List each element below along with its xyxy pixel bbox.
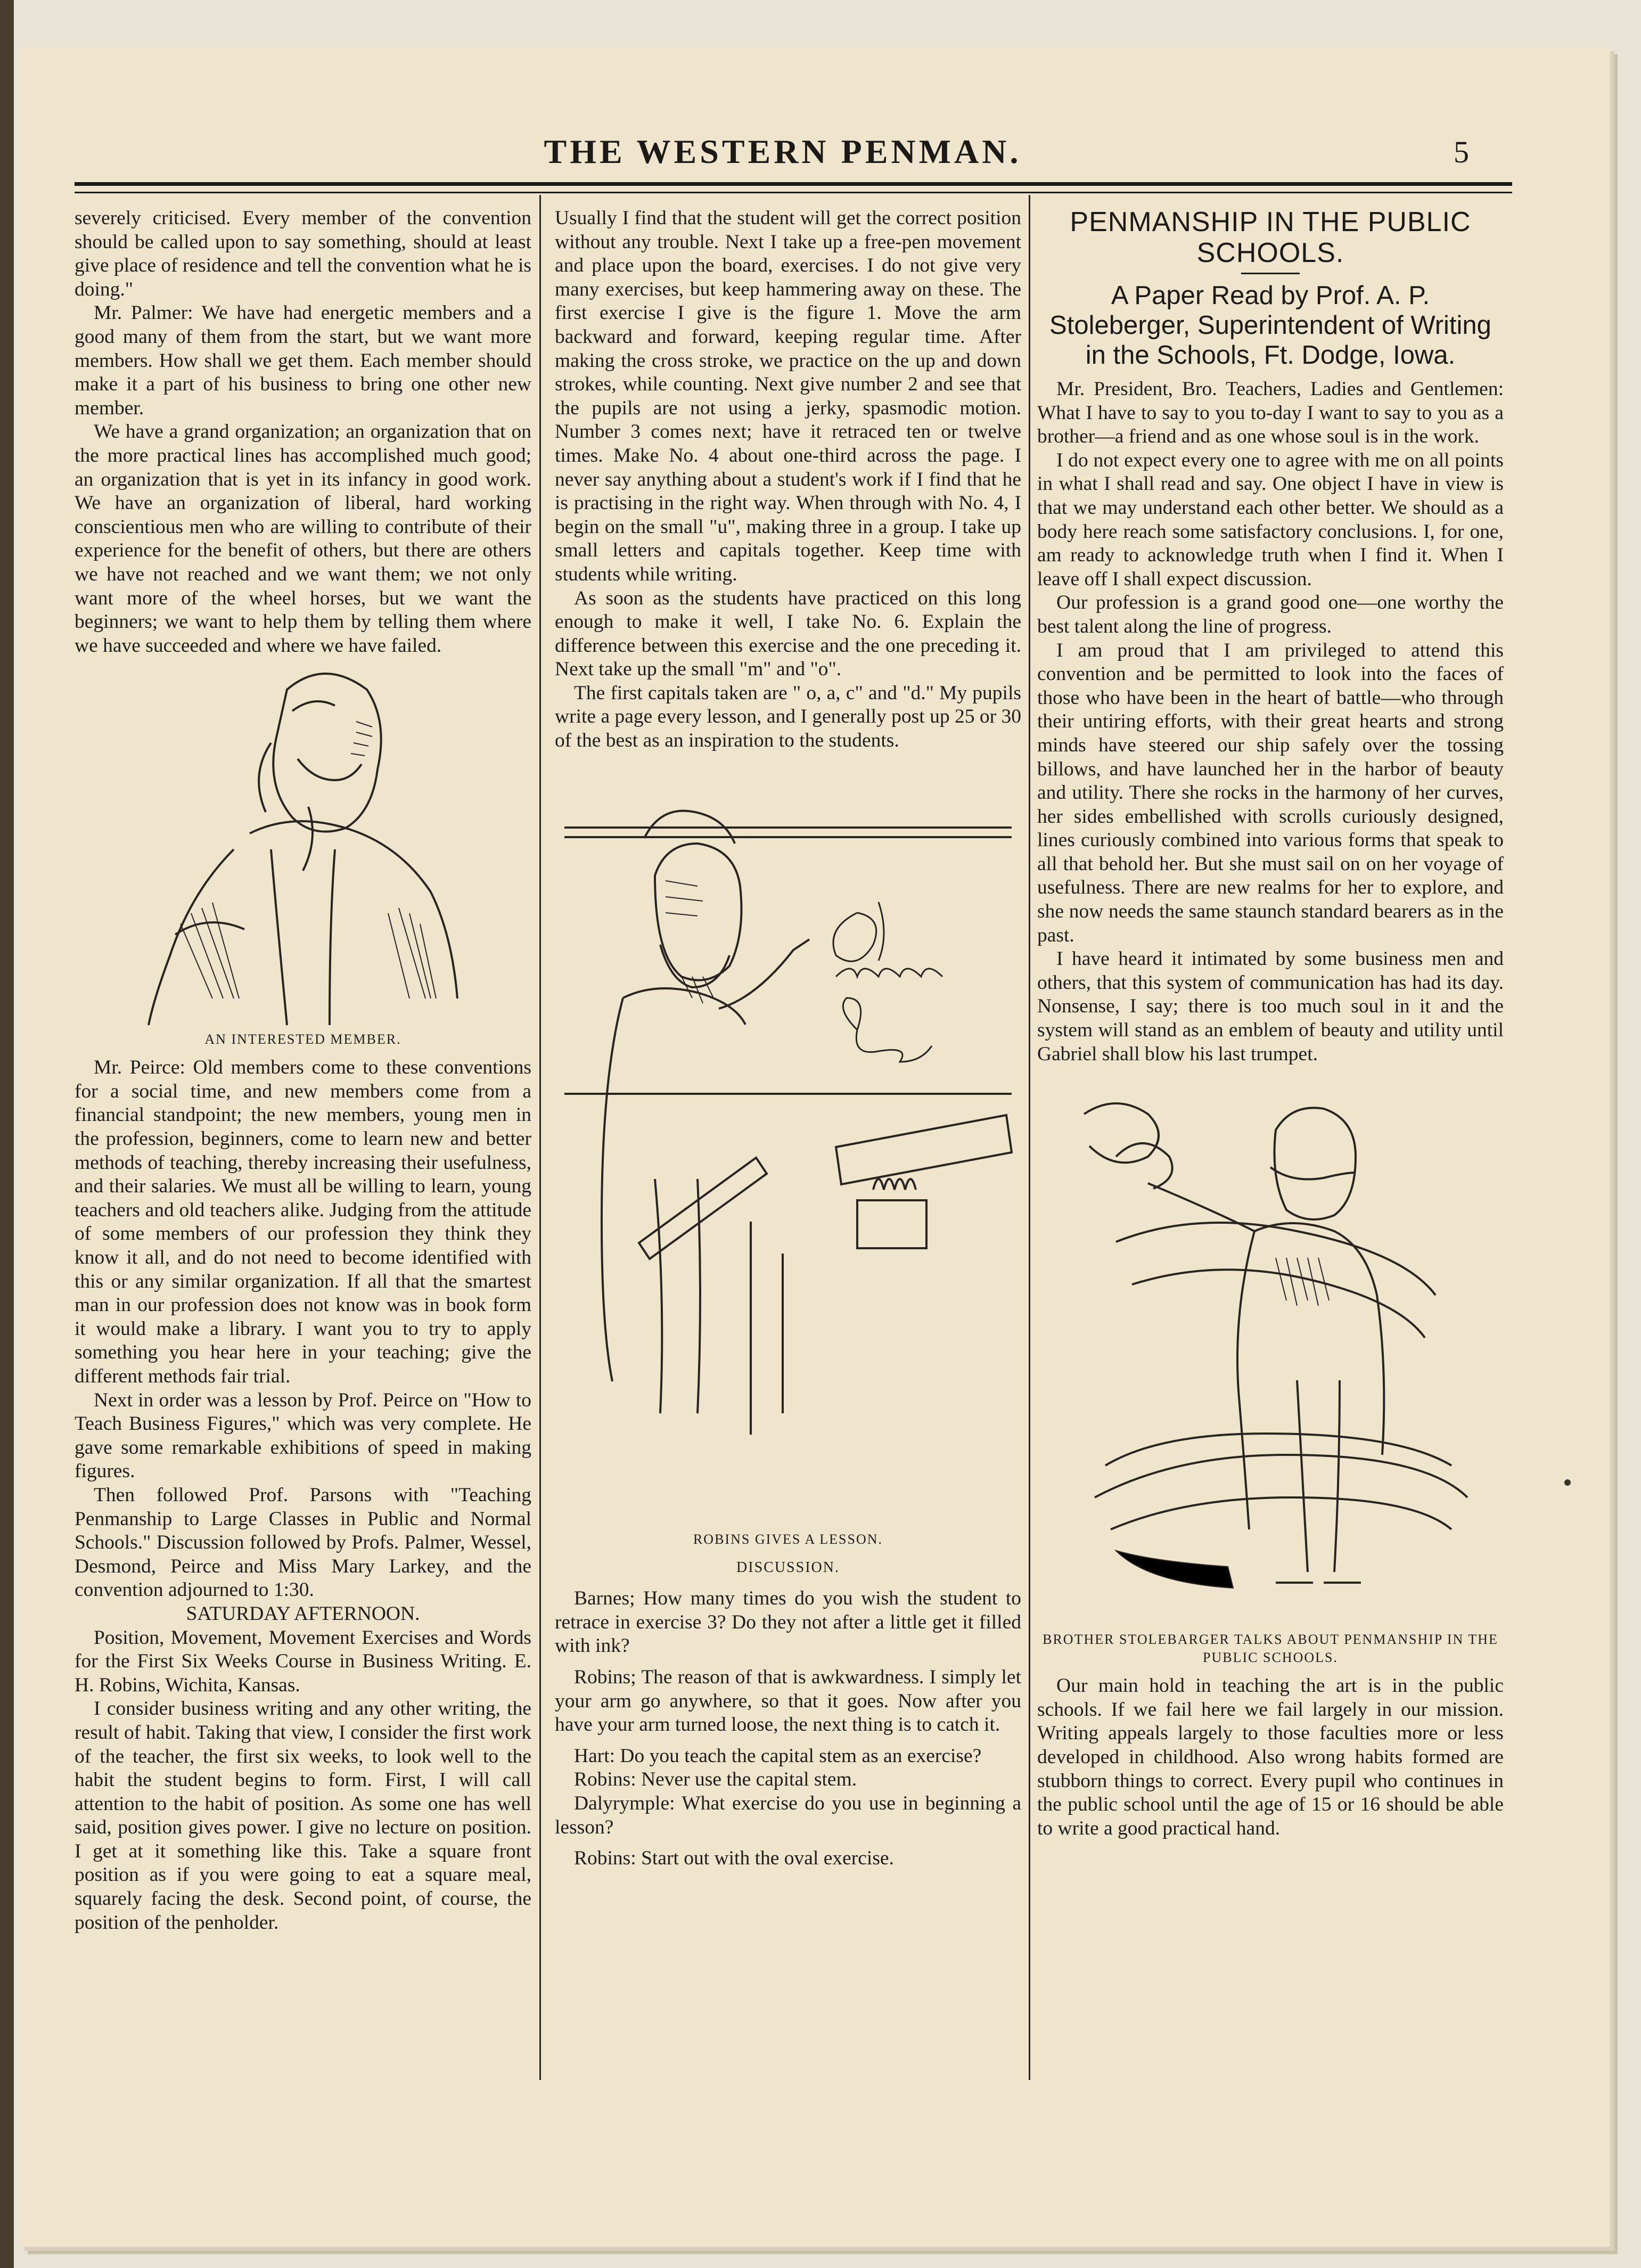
binding-edge [0,0,14,2268]
page-speck [1564,1479,1571,1486]
paragraph: I consider business writing and any other writing, the result of habit. Taking that view, I consider the first work of the teacher, the first six weeks, to look well to the habit the student begins to form. First, I will call attention to the habit of position. As some one has well said, position gives power. I give no lecture on position. I get at it something like this. Take a square front position as if you were going to eat a square meal, squarely facing the desk. Second point, of course, the position of the penholder. [75,1698,531,1934]
article-title: PENMANSHIP IN THE PUBLIC SCHOOLS. [1070,207,1471,268]
paragraph: Mr. Peirce: Old members come to these conventions for a social time, and new members come from a financial standpoint; the new members, young men in the profession, beginners, come to learn new and better methods of teaching, thereby increasing their usefulness, and their salaries. We must all be willing to learn, young teachers and old teachers alike. Judging from the attitude of some members of our profession they think they know it all, and do not need to become identified with this or any similar organization. If all that the smartest man in our profession does not know was in book form it would make a library. I want you to try to apply something you hear here in your teaching; give the different methods fair trial. [75,1057,531,1387]
page-number: 5 [1454,135,1469,169]
paragraph: Barnes; How many times do you wish the student to retrace in exercise 3? Do they not after a little get it filled with ink? [555,1587,1021,1657]
column-1 [75,207,531,1935]
paragraph: We have a grand organization; an organization that on the more practical lines has accomplished much good; an organization that is yet in its infancy in good work. We have an organization of liberal, hard working conscientious men who are willing to contribute of their experience for the benefit of others, but there are others we have not reached and we want them; we not only want more of the wheel horses, but we want the beginners; we want to help them by telling them where we have succeeded and where we have failed. [75,421,531,657]
section-subhead: DISCUSSION. [736,1559,840,1576]
paragraph: Position, Movement, Movement Exercises and Words for the First Six Weeks Course in Business Writing. E. H. Robins, Wichita, Kansas. [75,1626,531,1696]
interested-member-illustration [111,658,495,1030]
paragraph: As soon as the students have practiced on this long enough to make it well, I take No. 6. Explain the difference between this exercise and the one preceding it. Next take up the small "m" and "o". [555,587,1021,681]
title-rule [1241,273,1300,274]
paragraph: Then followed Prof. Parsons with "Teaching Penmanship to Large Classes in Public and Normal Schools." Discussion followed by Profs. Palmer, Wessel, Desmond, Peirce and Miss Mary Larkey, and the convention adjourned to 1:30. [75,1484,531,1601]
paragraph: Dalyrymple: What exercise do you use in beginning a lesson? [555,1792,1021,1838]
paragraph: Our profession is a grand good one—one worthy the best talent along the line of progress. [1037,592,1504,637]
article-subtitle: A Paper Read by Prof. A. P. Stoleberger, Superintendent of Writing in the Schools, Ft. Dodge, Iowa. [1049,281,1491,370]
header-rule-thick [75,182,1512,186]
paragraph: Mr. Palmer: We have had energetic members and a good many of them from the start, but we want more members. How shall we get them. Each member should make it a part of his business to bring one other new member. [75,302,531,419]
paragraph: Robins: Never use the capital stem. [574,1768,857,1791]
paragraph: Usually I find that the student will get the correct position without any trouble. Next I take up a free-pen movement and place upon the board, exercises. I do not give very many exercises, but keep hammering away on these. The first exercise I give is the figure 1. Move the arm backward and forward, keeping regular time. After making the cross stroke, we practice on the up and down strokes, while counting. Next give number 2 and see that the pupils are not using a jerky, spasmodic motion. Number 3 comes next; have it retraced ten or twelve times. Make No. 4 about one-third across the page. I never say anything about a student's work if I find that he is practising in the right way. When through with No. 4, I begin on the small "u", making three in a group. I take up small letters and capitals together. Keep time with students while writing. [555,207,1021,585]
column-3 [1037,207,1504,1840]
paragraph: Mr. President, Bro. Teachers, Ladies and Gentlemen: What I have to say to you to-day I want to say to you as a brother—a friend and as one whose soul is in the work. [1037,378,1504,448]
paragraph: Our main hold in teaching the art is in the public schools. If we fail here we fail largely in our mission. Writing appeals largely to those faculties more or less developed in childhood. Also wrong habits formed are stubborn things to correct. Every pupil who continues in the public school until the age of 15 or 16 should be able to write a good practical hand. [1037,1675,1504,1839]
paragraph: I am proud that I am privileged to attend this convention and be permitted to look into the faces of those who have been in the heart of battle—who through their untiring efforts, with their great hearts and strong minds have steered our ship safely over the tossing billows, and have launched her in the harbor of beauty and utility. There she rocks in the harmony of her curves, her sides embellished with scrolls curiously designed, lines curiously combined into various forms that speak to all that behold her. But she must sail on on her voyage of usefulness. There are new realms for her to explore, and she now needs the same staunch standard bearers as in the past. [1037,639,1504,946]
figure-caption: ROBINS GIVES A LESSON. [693,1531,883,1547]
stoleberger-illustration [1052,1082,1489,1631]
paragraph: Robins: Start out with the oval exercise. [574,1847,894,1870]
paragraph: Robins; The reason of that is awkwardness. I simply let your arm go anywhere, so that it goes. Now after you have your arm turned loose, the next thing is to catch it. [555,1666,1021,1736]
paragraph: I have heard it intimated by some business men and others, that this system of communication has had its day. Nonsense, I say; there is too much soul in it and the system will stand as an emblem of beauty and utility until Gabriel shall blow his last trumpet. [1037,948,1504,1065]
paragraph: severely criticised. Every member of the convention should be called upon to say something, should at least give place of residence and tell the convention what he is doing." [75,207,532,300]
masthead-title: THE WESTERN PENMAN. [544,133,1022,170]
column-2 [555,207,1021,1871]
robins-lesson-illustration [559,774,1017,1530]
column-divider-1 [539,195,541,2080]
paragraph: Hart: Do you teach the capital stem as an exercise? [574,1745,982,1767]
paragraph: The first capitals taken are " o, a, c" and "d." My pupils write a page every lesson, and I generally post up 25 or 30 of the best as an inspiration to the students. [555,682,1021,752]
header-rule-thin [75,192,1512,193]
paragraph: Next in order was a lesson by Prof. Peirce on "How to Teach Business Figures," which was very complete. He gave some remarkable exhibitions of speed in making figures. [75,1389,531,1483]
section-subhead: SATURDAY AFTERNOON. [186,1602,420,1625]
figure-caption: AN INTERESTED MEMBER. [204,1031,401,1047]
column-divider-2 [1029,195,1030,2080]
figure-caption: BROTHER STOLEBARGER TALKS ABOUT PENMANSHIP IN THE PUBLIC SCHOOLS. [1043,1632,1498,1666]
paragraph: I do not expect every one to agree with me on all points in what I shall read and say. One object I have in view is that we may understand each other better. We should as a body here reach some satisfactory conclusions. I, for one, am ready to acknowledge truth when I find it. When I leave off I shall expect discussion. [1037,449,1504,590]
